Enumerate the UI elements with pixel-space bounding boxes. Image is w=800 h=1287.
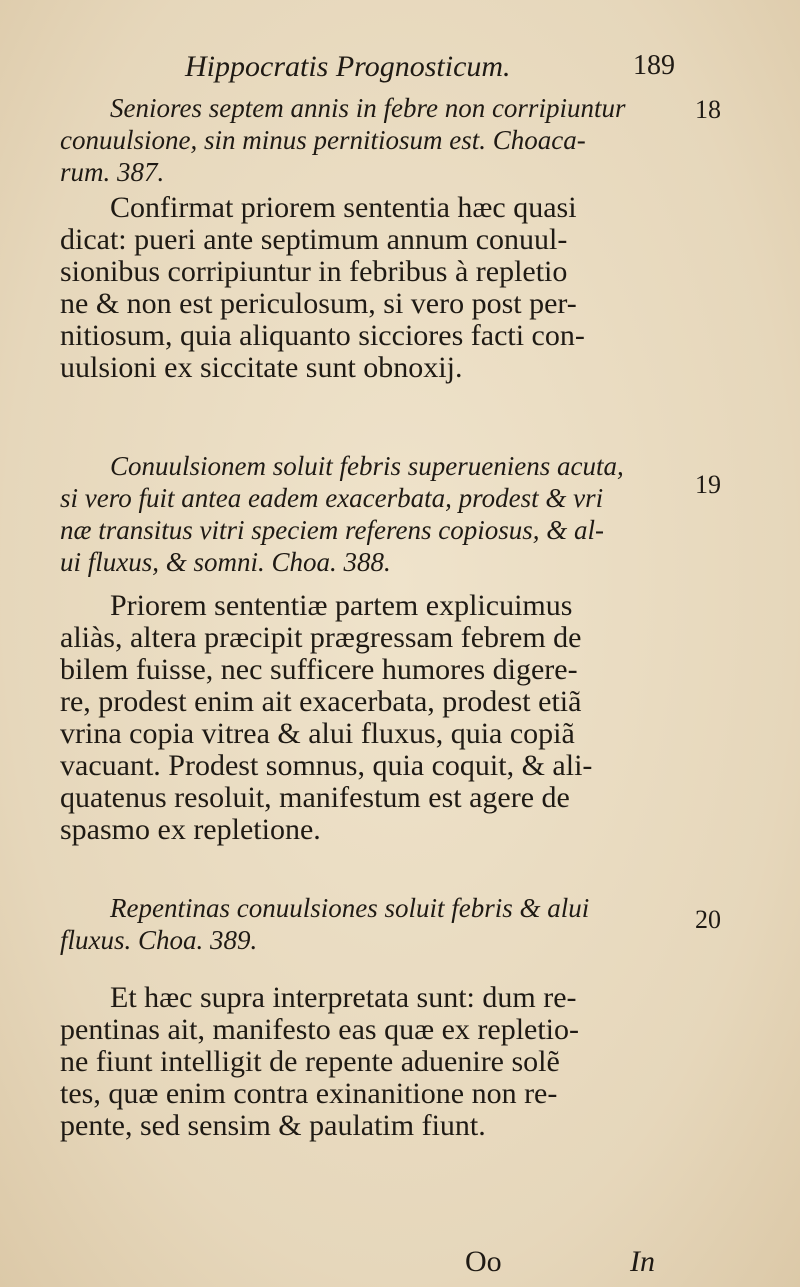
text-line: conuulsione, sin minus pernitiosum est. Choaca- [60,125,586,155]
text-line: Confirmat priorem sententia hæc quasi [110,191,577,224]
text-line: Conuulsionem soluit febris superueniens acuta, [110,451,624,481]
text-line: tes, quæ enim contra exinanitione non re- [60,1077,558,1110]
text-line: ne fiunt intelligit de repente aduenire solẽ [60,1045,560,1078]
text-line: Priorem sententiæ partem explicuimus [110,589,573,622]
text-line: rum. 387. [60,157,165,187]
text-line: bilem fuisse, nec sufficere humores digere- [60,653,578,686]
text-line: Repentinas conuulsiones soluit febris & alui [110,893,590,923]
text-line: dicat: pueri ante septimum annum conuul- [60,223,568,256]
running-title: Hippocratis Prognosticum. [185,50,511,83]
text-line: re, prodest enim ait exacerbata, prodest etiã [60,685,582,718]
text-line: quatenus resoluit, manifestum est agere de [60,781,570,814]
aphorism-block [60,92,660,188]
commentary-block [60,192,660,384]
aphorism-block [60,450,660,578]
catchword: In [630,1245,655,1278]
aphorism-block [60,892,660,956]
text-line: nitiosum, quia aliquanto sicciores facti con- [60,319,585,352]
text-line: fluxus. Choa. 389. [60,925,258,955]
text-line: ne & non est periculosum, si vero post per- [60,287,577,320]
page-header [185,50,675,94]
margin-number: 20 [695,905,721,934]
text-line: vacuant. Prodest somnus, quia coquit, & ali- [60,749,593,782]
margin-number: 18 [695,95,721,124]
text-line: si vero fuit antea eadem exacerbata, prodest & vri [60,483,604,513]
text-line: pente, sed sensim & paulatim fiunt. [60,1109,486,1142]
signature-mark: Oo [465,1245,502,1278]
text-line: vrina copia vitrea & alui fluxus, quia copiã [60,717,575,750]
text-line: Seniores septem annis in febre non corripiuntur [110,93,626,123]
text-line: pentinas ait, manifesto eas quæ ex repletio- [60,1013,580,1046]
margin-number: 19 [695,470,721,499]
text-line: ui fluxus, & somni. Choa. 388. [60,547,391,577]
text-line: næ transitus vitri speciem referens copiosus, & al- [60,515,604,545]
text-line: Et hæc supra interpretata sunt: dum re- [110,981,577,1014]
text-line: aliàs, altera præcipit prægressam febrem de [60,621,582,654]
commentary-block [60,982,660,1142]
commentary-block [60,590,660,846]
page-number: 189 [633,50,675,81]
text-line: uulsioni ex siccitate sunt obnoxij. [60,351,463,384]
text-line: sionibus corripiuntur in febribus à repletio [60,255,568,288]
text-line: spasmo ex repletione. [60,813,321,846]
